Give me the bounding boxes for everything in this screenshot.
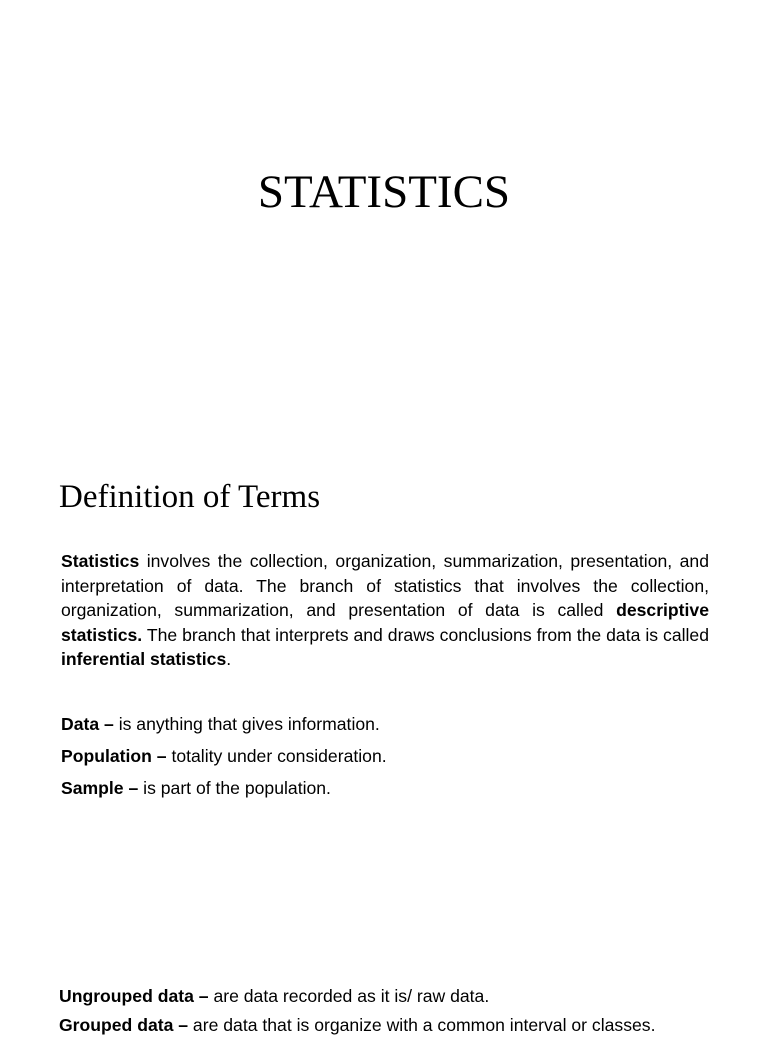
document-title: STATISTICS bbox=[257, 166, 511, 218]
definition-text: is part of the population. bbox=[138, 778, 331, 798]
definition-item-data bbox=[61, 711, 721, 743]
statistics-definition-paragraph bbox=[61, 549, 709, 672]
definition-item-sample bbox=[61, 775, 721, 807]
definition-term: Population – bbox=[61, 746, 167, 766]
statistics-middle-text: The branch that interprets and draws conclusions from the data is called bbox=[142, 624, 709, 645]
statistics-end-text: . bbox=[226, 649, 232, 670]
statistics-term: Statistics bbox=[61, 551, 140, 571]
definitions-list bbox=[61, 711, 721, 807]
inferential-statistics-term: inferential statistics bbox=[61, 649, 227, 670]
definition-item-population bbox=[61, 743, 721, 775]
definition-term: Sample – bbox=[61, 778, 139, 798]
definition-text: is anything that gives information. bbox=[113, 714, 380, 734]
data-types-list bbox=[59, 983, 739, 1041]
data-type-text: are data that is organize with a common interval or classes. bbox=[188, 1015, 656, 1035]
descriptive-statistics-term: descriptive statistics. bbox=[61, 600, 709, 645]
data-type-term: Grouped data – bbox=[59, 1015, 189, 1035]
statistics-intro-text: involves the collection, organization, summarization, presentation, and interpretation of data. The branch of statistics that involves the collection, organization, summarization, and presentation of data is called bbox=[61, 551, 709, 621]
section-heading: Definition of Terms bbox=[59, 479, 321, 515]
definition-term: Data – bbox=[61, 714, 114, 734]
data-type-term: Ungrouped data – bbox=[59, 986, 209, 1006]
definition-text: totality under consideration. bbox=[166, 746, 387, 766]
data-type-item-grouped bbox=[59, 1012, 739, 1041]
data-type-item-ungrouped bbox=[59, 983, 739, 1012]
data-type-text: are data recorded as it is/ raw data. bbox=[208, 986, 490, 1006]
